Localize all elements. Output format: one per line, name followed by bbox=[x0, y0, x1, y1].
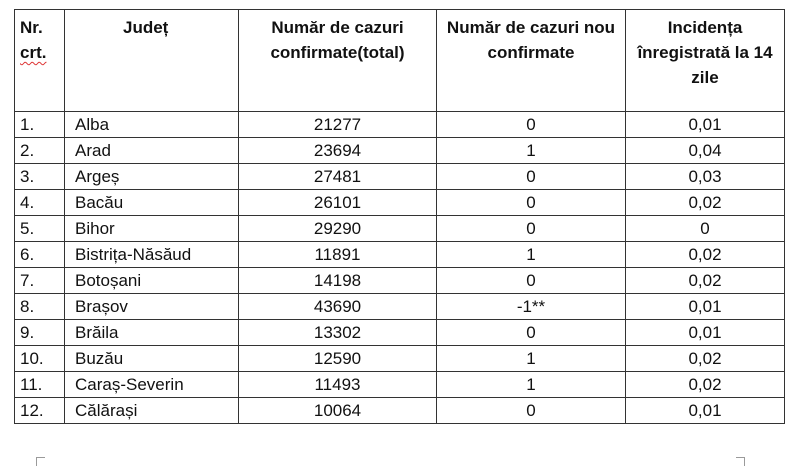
total-cases-cell: 23694 bbox=[239, 138, 437, 164]
total-cases-cell: 26101 bbox=[239, 190, 437, 216]
total-cases-cell: 27481 bbox=[239, 164, 437, 190]
table-row bbox=[15, 190, 785, 216]
county-cell: Alba bbox=[65, 112, 239, 138]
row-number-cell: 10. bbox=[15, 346, 65, 372]
total-cases-cell: 12590 bbox=[239, 346, 437, 372]
incidence-cell: 0,01 bbox=[626, 112, 785, 138]
county-cell: Bistrița-Năsăud bbox=[65, 242, 239, 268]
table-row bbox=[15, 268, 785, 294]
county-cell: Caraș-Severin bbox=[65, 372, 239, 398]
page-corner-mark-right bbox=[736, 457, 745, 466]
new-cases-cell: 1 bbox=[437, 346, 626, 372]
incidence-cell: 0,02 bbox=[626, 268, 785, 294]
county-cell: Bacău bbox=[65, 190, 239, 216]
county-cell: Buzău bbox=[65, 346, 239, 372]
new-cases-cell: 0 bbox=[437, 164, 626, 190]
new-cases-cell: 0 bbox=[437, 190, 626, 216]
covid-cases-table bbox=[14, 9, 785, 424]
header-nr-line1: Nr. bbox=[20, 18, 43, 37]
row-number-cell: 2. bbox=[15, 138, 65, 164]
row-number-cell: 4. bbox=[15, 190, 65, 216]
county-cell: Brăila bbox=[65, 320, 239, 346]
table-row bbox=[15, 398, 785, 424]
new-cases-cell: 1 bbox=[437, 138, 626, 164]
row-number-cell: 8. bbox=[15, 294, 65, 320]
incidence-cell: 0,01 bbox=[626, 398, 785, 424]
incidence-cell: 0,02 bbox=[626, 242, 785, 268]
incidence-cell: 0,02 bbox=[626, 372, 785, 398]
incidence-cell: 0,03 bbox=[626, 164, 785, 190]
total-cases-cell: 10064 bbox=[239, 398, 437, 424]
table-header bbox=[15, 10, 785, 112]
new-cases-cell: 0 bbox=[437, 398, 626, 424]
county-cell: Argeș bbox=[65, 164, 239, 190]
table-row bbox=[15, 346, 785, 372]
total-cases-cell: 43690 bbox=[239, 294, 437, 320]
header-total-cases: Număr de cazuri confirmate(total) bbox=[239, 10, 437, 112]
new-cases-cell: 0 bbox=[437, 112, 626, 138]
table-body bbox=[15, 112, 785, 424]
table-row bbox=[15, 320, 785, 346]
row-number-cell: 1. bbox=[15, 112, 65, 138]
total-cases-cell: 21277 bbox=[239, 112, 437, 138]
new-cases-cell: 0 bbox=[437, 268, 626, 294]
table-row bbox=[15, 138, 785, 164]
table-row bbox=[15, 242, 785, 268]
county-cell: Botoșani bbox=[65, 268, 239, 294]
row-number-cell: 11. bbox=[15, 372, 65, 398]
table-row bbox=[15, 216, 785, 242]
header-new-cases: Număr de cazuri nou confirmate bbox=[437, 10, 626, 112]
new-cases-cell: 1 bbox=[437, 242, 626, 268]
new-cases-cell: 0 bbox=[437, 320, 626, 346]
new-cases-cell: 0 bbox=[437, 216, 626, 242]
incidence-cell: 0,02 bbox=[626, 190, 785, 216]
header-judet: Județ bbox=[65, 10, 239, 112]
row-number-cell: 12. bbox=[15, 398, 65, 424]
row-number-cell: 7. bbox=[15, 268, 65, 294]
new-cases-cell: 1 bbox=[437, 372, 626, 398]
table-row bbox=[15, 372, 785, 398]
incidence-cell: 0 bbox=[626, 216, 785, 242]
total-cases-cell: 11891 bbox=[239, 242, 437, 268]
county-cell: Călărași bbox=[65, 398, 239, 424]
table-row bbox=[15, 294, 785, 320]
county-cell: Bihor bbox=[65, 216, 239, 242]
header-row bbox=[15, 10, 785, 112]
page-corner-mark-left bbox=[36, 457, 45, 466]
county-cell: Arad bbox=[65, 138, 239, 164]
incidence-cell: 0,01 bbox=[626, 320, 785, 346]
incidence-cell: 0,02 bbox=[626, 346, 785, 372]
total-cases-cell: 29290 bbox=[239, 216, 437, 242]
new-cases-cell: -1** bbox=[437, 294, 626, 320]
county-cell: Brașov bbox=[65, 294, 239, 320]
header-incidence: Incidența înregistrată la 14 zile bbox=[626, 10, 785, 112]
total-cases-cell: 11493 bbox=[239, 372, 437, 398]
row-number-cell: 9. bbox=[15, 320, 65, 346]
header-nr-line2: crt. bbox=[20, 43, 47, 62]
header-nr-crt bbox=[15, 10, 65, 112]
table-row bbox=[15, 112, 785, 138]
row-number-cell: 6. bbox=[15, 242, 65, 268]
incidence-cell: 0,04 bbox=[626, 138, 785, 164]
total-cases-cell: 14198 bbox=[239, 268, 437, 294]
row-number-cell: 5. bbox=[15, 216, 65, 242]
row-number-cell: 3. bbox=[15, 164, 65, 190]
incidence-cell: 0,01 bbox=[626, 294, 785, 320]
table-row bbox=[15, 164, 785, 190]
total-cases-cell: 13302 bbox=[239, 320, 437, 346]
